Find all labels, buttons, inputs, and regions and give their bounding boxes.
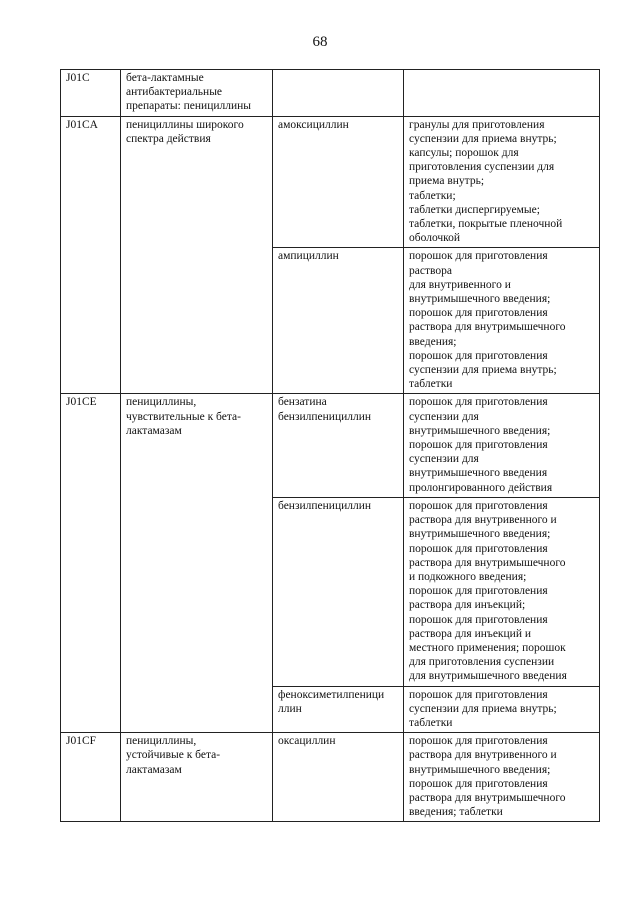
dosage-form-cell-line: раствора для инъекций; — [409, 599, 526, 612]
drug-name-cell — [273, 394, 404, 497]
dosage-form-cell-line: для внутривенного и — [409, 278, 511, 291]
group-name-cell-line: пенициллины, — [126, 396, 197, 409]
table-row — [61, 70, 600, 117]
dosage-form-cell-line: для приготовления суспензии — [409, 656, 555, 669]
page-number: 68 — [312, 34, 328, 50]
dosage-form-cell-line: порошок для приготовления — [409, 349, 548, 362]
table-row — [61, 394, 600, 497]
dosage-form-cell-line: гранулы для приготовления — [409, 118, 545, 131]
dosage-form-cell-line: раствора для внутривенного и — [409, 749, 557, 762]
dosage-form-cell-line: суспензии для приема внутрь; — [409, 132, 557, 145]
drug-name-cell-line: бензилпенициллин — [278, 410, 372, 423]
dosage-form-cell-line: порошок для приготовления — [409, 542, 548, 555]
dosage-form-cell-line: суспензии для приема внутрь; — [409, 364, 557, 377]
dosage-form-cell-line: таблетки диспергируемые; — [409, 203, 540, 216]
atc-code-cell: J01CA — [61, 116, 121, 394]
drug-name-cell — [273, 686, 404, 733]
drug-name-cell-line: амоксициллин — [278, 118, 349, 131]
group-name-cell — [121, 733, 273, 822]
group-name-cell-line: бета-лактамные — [126, 72, 204, 84]
dosage-form-cell-line: порошок для приготовления — [409, 777, 548, 790]
drug-name-cell — [273, 248, 404, 394]
drug-name-cell — [273, 70, 404, 117]
dosage-form-cell-line: внутримышечного введения; — [409, 424, 551, 437]
dosage-form-cell-line: порошок для приготовления — [409, 307, 548, 320]
dosage-form-cell — [404, 116, 600, 248]
dosage-form-cell-line: таблетки — [409, 716, 453, 729]
table-row — [61, 116, 600, 248]
dosage-form-cell — [404, 70, 600, 117]
dosage-form-cell-line: порошок для приготовления — [409, 735, 548, 748]
atc-code-cell: J01C — [61, 70, 121, 117]
atc-code-cell: J01CF — [61, 733, 121, 822]
dosage-form-cell-line: для внутримышечного введения — [409, 670, 567, 683]
dosage-form-cell-line: таблетки, покрытые пленочной — [409, 218, 563, 231]
group-name-cell — [121, 116, 273, 394]
dosage-form-cell-line: раствора для внутримышечного — [409, 791, 566, 804]
dosage-form-cell-line: таблетки; — [409, 189, 456, 202]
group-name-cell-line: препараты: пенициллины — [126, 100, 252, 113]
dosage-form-cell — [404, 733, 600, 822]
dosage-form-cell — [404, 248, 600, 394]
group-name-cell-line: устойчивые к бета- — [126, 749, 221, 762]
dosage-form-cell — [404, 686, 600, 733]
group-name-cell-line: пенициллины широкого — [126, 118, 244, 131]
dosage-form-cell — [404, 497, 600, 686]
drug-name-cell — [273, 116, 404, 248]
dosage-form-cell-line: суспензии для приема внутрь; — [409, 702, 557, 715]
dosage-form-cell-line: оболочкой — [409, 232, 461, 245]
dosage-form-cell-line: приема внутрь; — [409, 175, 485, 188]
dosage-form-cell-line: суспензии для — [409, 453, 479, 466]
group-name-cell-line: антибактериальные — [126, 86, 223, 99]
dosage-form-cell-line: раствора для внутримышечного — [409, 321, 566, 334]
dosage-form-cell-line: введения; таблетки — [409, 806, 503, 819]
drug-name-cell-line: бензилпенициллин — [278, 499, 372, 512]
dosage-form-cell-line: раствора для внутривенного и — [409, 514, 557, 527]
dosage-form-cell-line: порошок для приготовления — [409, 396, 548, 409]
drug-table — [60, 69, 600, 822]
dosage-form-cell-line: пролонгированного действия — [409, 481, 553, 494]
atc-code-cell: J01CE — [61, 394, 121, 733]
dosage-form-cell-line: раствора — [409, 264, 452, 277]
dosage-form-cell-line: капсулы; порошок для — [409, 147, 519, 160]
dosage-form-cell-line: раствора для внутримышечного — [409, 556, 566, 569]
dosage-form-cell-line: местного применения; порошок — [409, 641, 566, 654]
dosage-form-cell-line: порошок для приготовления — [409, 613, 548, 626]
group-name-cell-line: чувствительные к бета- — [126, 410, 241, 423]
drug-name-cell-line: бензатина — [278, 396, 327, 409]
drug-name-cell-line: феноксиметилпеници — [278, 688, 385, 701]
drug-name-cell — [273, 497, 404, 686]
dosage-form-cell-line: внутримышечного введения; — [409, 528, 551, 541]
group-name-cell-line: пенициллины, — [126, 735, 197, 748]
group-name-cell — [121, 70, 273, 117]
group-name-cell-line: лактамазам — [126, 424, 182, 437]
dosage-form-cell-line: внутримышечного введения — [409, 467, 548, 480]
dosage-form-cell-line: порошок для приготовления — [409, 688, 548, 701]
dosage-form-cell-line: раствора для инъекций и — [409, 627, 532, 640]
drug-name-cell-line: ллин — [278, 702, 302, 715]
dosage-form-cell-line: введения; — [409, 335, 457, 348]
group-name-cell-line: спектра действия — [126, 132, 211, 145]
dosage-form-cell-line: порошок для приготовления — [409, 439, 548, 452]
dosage-form-cell-line: порошок для приготовления — [409, 499, 548, 512]
dosage-form-cell-line: таблетки — [409, 378, 453, 391]
dosage-form-cell-line: приготовления суспензии для — [409, 161, 555, 174]
dosage-form-cell-line: порошок для приготовления — [409, 585, 548, 598]
dosage-form-cell-line: порошок для приготовления — [409, 250, 548, 263]
group-name-cell-line: лактамазам — [126, 763, 182, 776]
group-name-cell — [121, 394, 273, 733]
table-row — [61, 733, 600, 822]
drug-name-cell-line: оксациллин — [278, 735, 336, 748]
drug-name-cell-line: ампициллин — [278, 250, 339, 263]
dosage-form-cell-line: суспензии для — [409, 410, 479, 423]
dosage-form-cell-line: внутримышечного введения; — [409, 293, 551, 306]
dosage-form-cell-line: внутримышечного введения; — [409, 763, 551, 776]
dosage-form-cell-line: и подкожного введения; — [409, 570, 527, 583]
drug-name-cell — [273, 733, 404, 822]
dosage-form-cell — [404, 394, 600, 497]
